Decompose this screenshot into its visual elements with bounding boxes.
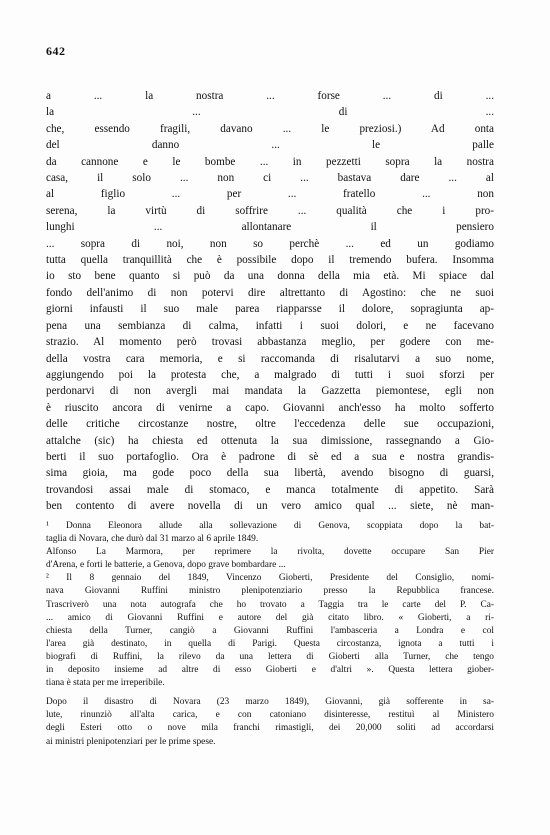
body-line: delle critiche circostanze nostre, oltre l'eccedenza delle sue occupazioni,: [46, 418, 494, 431]
body-line: io sto bene quanto si può da una donna della mia età. Mi spiace dal: [46, 270, 494, 283]
footnote-line: in deposito insieme ad altre di esso Gioberti e d'altri ». Questa lettera giober-: [46, 665, 494, 676]
body-line: del danno ... le palle: [46, 139, 494, 152]
footnote-line: ² Il 8 gennaio del 1849, Vincenzo Gioberti, Presidente del Consiglio, nomi-: [46, 573, 494, 584]
body-line: fondo dell'animo di non potervi dire altrettanto di Agostino: che ne suoi: [46, 286, 494, 299]
body-line: berti il suo portafoglio. Ora è padrone di sè ed a sua e nostra grandis-: [46, 450, 494, 463]
body-line: è riuscito ancora di venirne a capo. Giovanni anch'esso ha molto sofferto: [46, 401, 494, 414]
body-line: ... sopra di noi, non so perchè ... ed un godiamo: [46, 237, 494, 250]
body-line: casa, il solo ... non ci ... bastava dare ... al: [46, 172, 494, 185]
footnote-line: degli Esteri otto o nove mila franchi rimastigli, dei 20,000 soliti ad accordarsi: [46, 723, 494, 734]
footnote-line: biografi di Ruffini, la rilevo da una lettera di Gioberti alla Turner, che tengo: [46, 651, 494, 662]
body-line: perdonarvi di non avergli mai mandata la Gazzetta piemontese, egli non: [46, 385, 494, 398]
footnote-line: d'Arena, e forti le batterie, a Genova, dopo grave bombardare ...: [46, 560, 286, 571]
footnote-line: Dopo il disastro di Novara (23 marzo 1849), Giovanni, già sofferente in sa-: [46, 697, 494, 708]
body-line: ben contento di avere novella di un vero amico qual ... siete, nè man-: [46, 500, 494, 513]
footnote-line: ... amico di Giovanni Ruffini e autore del già citato libro. « Gioberti, a ri-: [46, 612, 494, 623]
letter-body-text: [46, 88, 494, 515]
body-line: aggiungendo poi la protesta che, a malgrado di tutti i suoi sforzi per: [46, 368, 494, 381]
footnote-line: chiesta della Turner, cangiò a Giovanni Ruffini l'ambasceria a Londra e col: [46, 625, 494, 636]
body-line: lunghi ... allontanare il pensiero: [46, 221, 494, 234]
footnote-line: ai ministri plenipotenziari per le prime spese.: [46, 736, 216, 747]
footnotes: [46, 520, 494, 749]
footnote-line: Trascriverò una nota autografa che ho trovato a Taggia tra le carte del P. Ca-: [46, 599, 494, 610]
footnote-line: Alfonso La Marmora, per reprimere la rivolta, dovette occupare San Pier: [46, 547, 494, 558]
footnote-line: nava Giovanni Ruffini ministro plenipotenziario presso la Repubblica francese.: [46, 586, 494, 597]
body-line: pena una sembianza di calma, infatti i suoi dolori, e ne facevano: [46, 319, 494, 332]
body-line: tutta quella tranquillità che è possibile dopo il tremendo bufera. Insomma: [46, 254, 494, 267]
body-line: da cannone e le bombe ... in pezzetti sopra la nostra: [46, 155, 494, 168]
page-number: 642: [46, 44, 66, 58]
footnote-line: taglia di Novara, che durò dal 31 marzo al 6 aprile 1849.: [46, 534, 259, 545]
body-line: a ... la nostra ... forse ... di ...: [46, 90, 494, 102]
body-line: sima gioia, ma gode poco della sua libertà, avendo bisogno di guarsi,: [46, 467, 494, 480]
body-line: trovandosi assai male di stomaco, e manca totalmente di appetito. Sarà: [46, 483, 494, 496]
footnote-line: l'area già destinato, in quella di Parigi. Questa circostanza, ignota a tutti i: [46, 638, 494, 649]
footnote-line: ¹ Donna Eleonora allude alla sollevazione di Genova, scoppiata dopo la bat-: [46, 521, 494, 531]
body-line: giorni infausti il suo male parea riapparsse il dolore, sopragiunta ap-: [46, 303, 494, 316]
body-line: la ... di ...: [46, 106, 494, 119]
body-line: che, essendo fragili, davano ... le preziosi.) Ad onta: [46, 122, 494, 135]
body-line: serena, la virtù di soffrire ... qualità che i pro-: [46, 204, 494, 217]
body-line: della vostra cara memoria, e si raccomanda di risalutarvi a suo nome,: [46, 352, 494, 365]
body-line: attalche (sic) ha chiesta ed ottenuta la sua dimissione, rassegnando a Gio-: [46, 434, 494, 447]
body-line: al figlio ... per ... fratello ... non: [46, 188, 494, 201]
body-line: strazio. Al momento però trovasi abbastanza meglio, per godere con me-: [46, 336, 494, 349]
footnote-line: lute, rinunziò all'alta carica, e con catoniano disinteresse, restituì al Ministero: [46, 710, 494, 721]
footnote-line: tiana è stata per me irreperibile.: [46, 678, 165, 689]
